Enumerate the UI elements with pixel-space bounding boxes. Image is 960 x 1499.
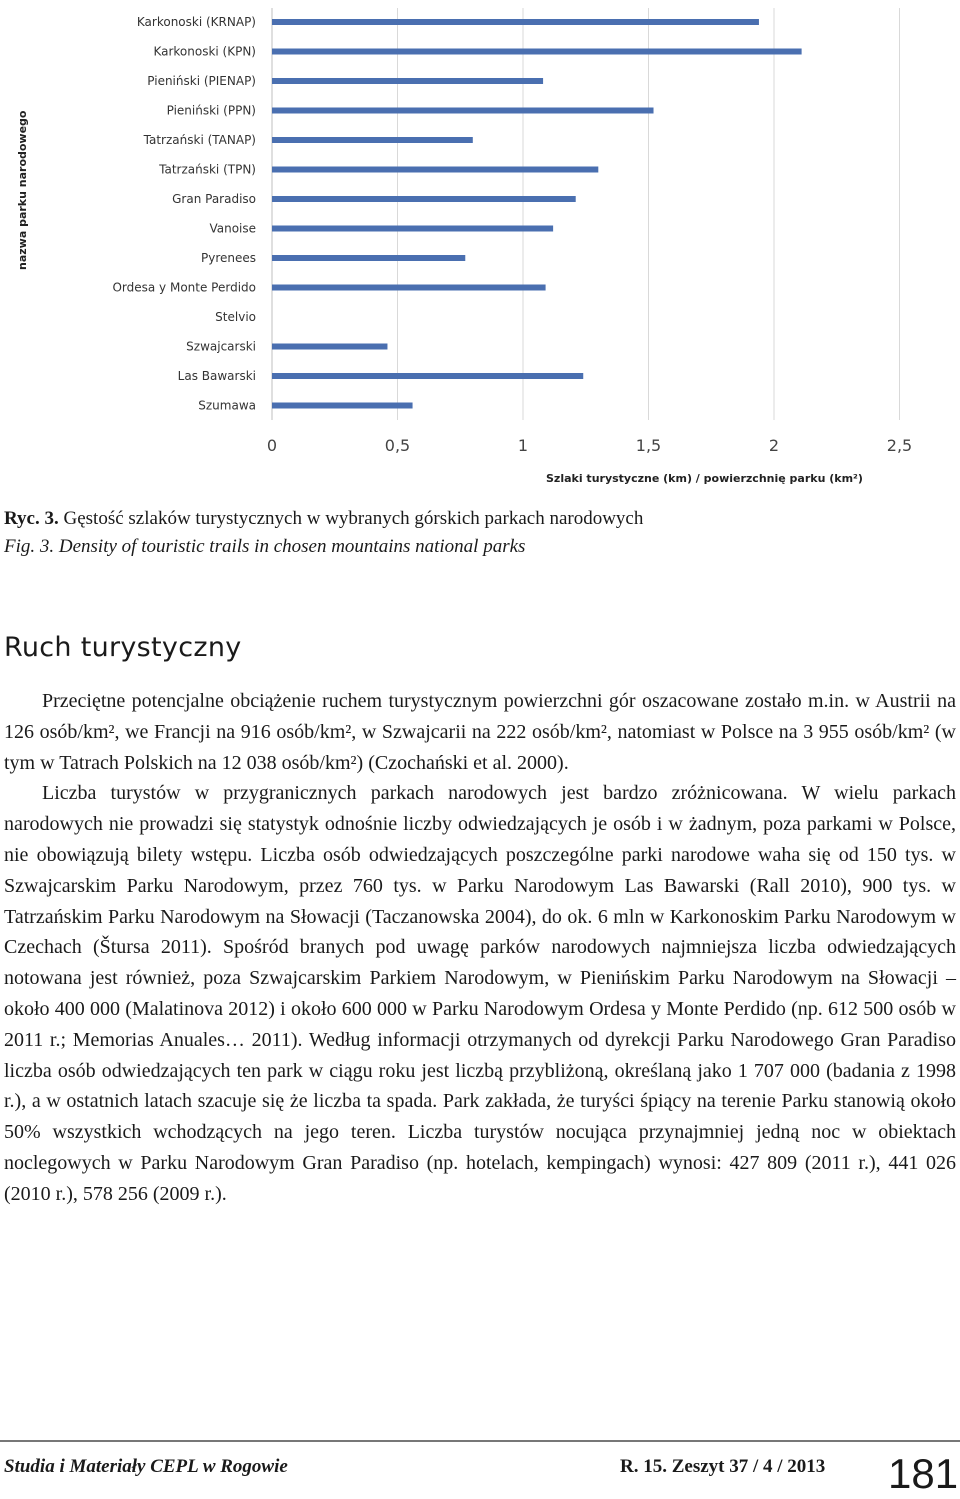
x-axis-title: Szlaki turystyczne (km) / powierzchnię parku (km²) [546,472,863,485]
footer-rule [0,1440,960,1442]
bar-chart-figure [0,0,960,500]
bars [272,19,802,409]
body-text [4,686,956,1210]
bar [272,403,413,409]
x-tick-label: 1 [517,436,529,455]
x-tick-label: 0 [266,436,278,455]
bar [272,285,546,291]
bar [272,226,553,232]
bar [272,167,598,173]
category-label: Vanoise [209,221,256,236]
category-label: Stelvio [215,310,256,324]
caption-label: Ryc. 3. [4,508,59,529]
category-label: Las Bawarski [177,369,256,383]
category-label: Pieniński (PPN) [166,103,256,118]
bar [272,78,543,84]
x-tick-label: 2,5 [886,436,913,455]
paragraph: Liczba turystów w przygranicznych parkach narodowych jest bardzo zróżnicowana. W wielu parkach narodowych nie prowadzi się statystyk odnośnie liczby odwiedzających je osób i w żadnym, poza parkami w Polsce, nie obowiązują bilety wstępu. Liczba osób odwiedzających poszczególne parki narodowe waha się od 150 tys. w Szwajcarskim Parku Narodowym, przez 760 tys. w Parku Narodowym Las Bawarski (Rall 2010), 900 tys. w Tatrzańskim Parku Narodowym na Słowacji (Taczanowska 2004), do ok. 6 mln w Karkonoskim Parku Narodowym w Czechach (Štursa 2011). Spośród branych pod uwagę parków narodowych najmniejsza liczba odwiedzających notowana jest również, poza Szwajcarskim Parkiem Narodowym, w Pienińskim Parku Narodowym na Słowacji – około 400 000 (Malatinova 2012) i około 600 000 w Parku Narodowym Ordesa y Monte Perdido (np. 612 500 osób w 2011 r.; Memorias Anuales… 2011). Według informacji otrzymanych od dyrekcji Parku Narodowego Gran Paradiso liczba osób odwiedzających ten park w ciągu roku jest liczbą przybliżoną, określaną jako 1 707 000 (badania z 1998 r.), a w ostatnich latach szacuje się że liczba ta spada. Park zakłada, że turyści śpiący na terenie Parku stanowią około 50% wszystkich wchodzących na jego teren. Liczba turystów nocująca przynajmniej jedną noc w obiektach noclegowych w Parku Narodowym Gran Paradiso (np. hotelach, kempingach) wynosi: 427 809 (2011 r.), 441 026 (2010 r.), 578 256 (2009 r.). [4,782,956,1205]
bar [272,196,576,202]
category-label: Tatrzański (TPN) [159,162,256,177]
paragraph: Przeciętne potencjalne obciążenie ruchem turystycznym powierzchni gór oszacowane zostało m.in. w Austrii na 126 osób/km², we Francji na 916 osób/km², w Szwajcarii na 222 osób/km², natomiast w Polsce na 3 955 osób/km² (w tym w Tatrach Polskich na 12 038 osób/km²) (Czochański et al. 2000). [4,690,956,774]
issue-info: R. 15. Zeszyt 37 / 4 / 2013 [620,1456,826,1477]
category-label: Karkonoski (KRNAP) [136,15,256,29]
bar [272,49,802,55]
category-label: Tatrzański (TANAP) [143,133,256,147]
figure-caption-polish [4,508,954,530]
category-label: Ordesa y Monte Perdido [112,280,256,295]
x-tick-labels [267,436,912,455]
chart-canvas [0,0,960,500]
x-tick-label: 1,5 [635,436,662,455]
category-label: Szwajcarski [186,339,256,354]
bar [272,19,759,25]
category-label: Gran Paradiso [172,192,256,206]
grid-lines [272,8,900,420]
category-label: Pieniński (PIENAP) [147,74,256,88]
x-tick-label: 0,5 [384,436,411,455]
journal-title: Studia i Materiały CEPL w Rogowie [4,1456,288,1477]
category-label: Pyrenees [200,251,256,265]
bar [272,373,583,379]
caption-text-polish: Gęstość szlaków turystycznych w wybranych górskich parkach narodowych [58,508,644,529]
x-tick-label: 2 [768,436,780,455]
category-label: Szumawa [198,398,256,413]
bar [272,137,473,143]
figure-caption-english: Fig. 3. Density of touristic trails in chosen mountains national parks [4,536,526,557]
category-label: Karkonoski (KPN) [153,44,256,59]
page-number: 181 [888,1450,959,1497]
category-labels [112,15,256,413]
bar [272,108,654,114]
section-heading: Ruch turystyczny [4,632,242,663]
y-axis-title: nazwa parku narodowego [16,110,29,270]
bar [272,344,387,350]
bar [272,255,465,261]
